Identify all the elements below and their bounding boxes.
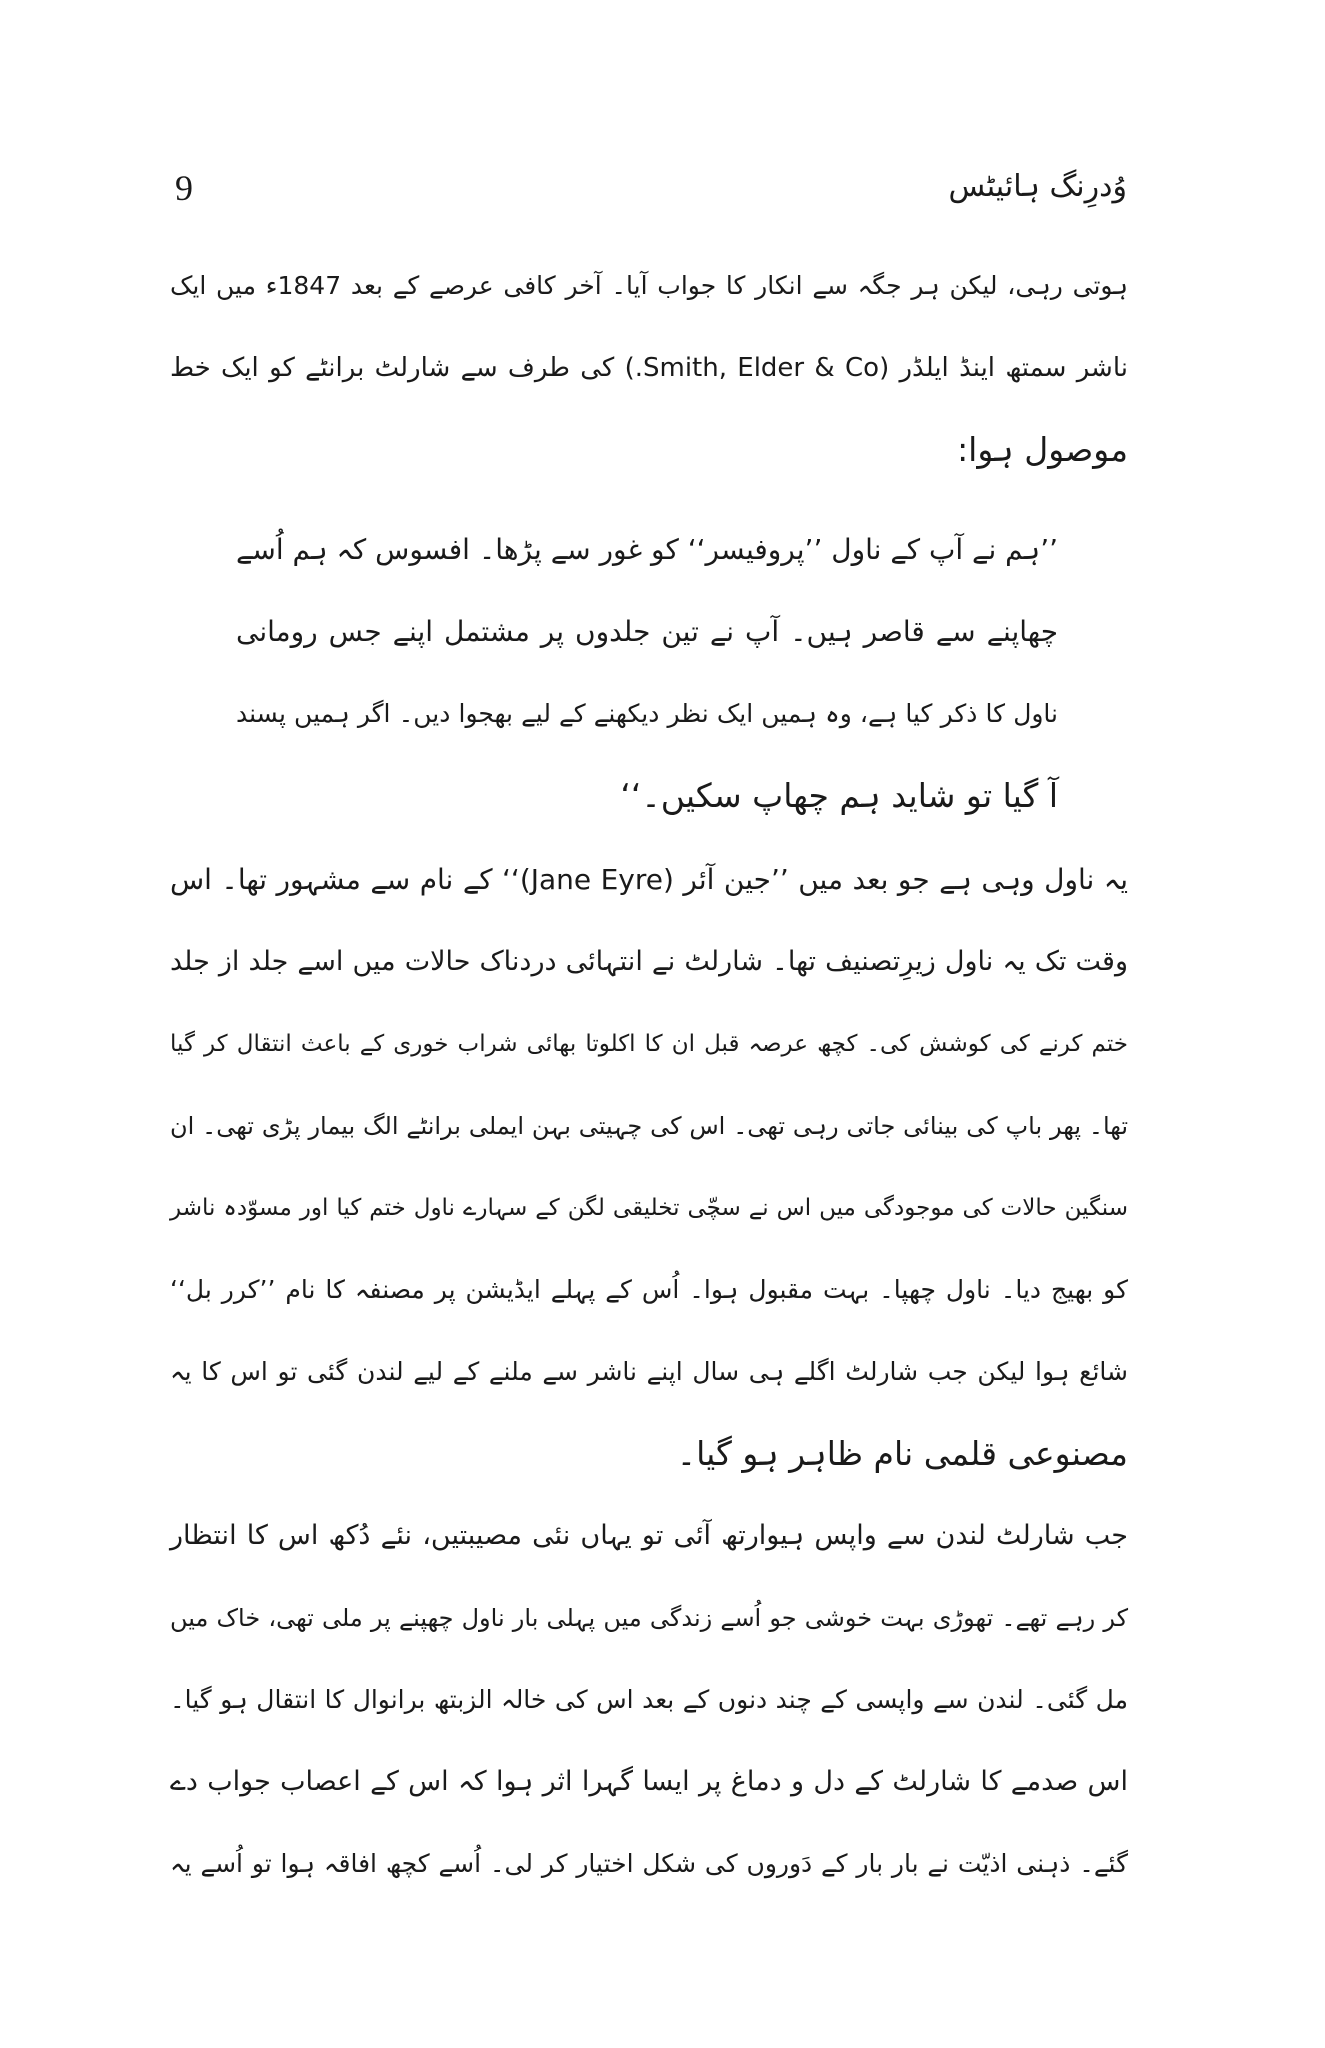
book-title-header: وُدرِنگ ہائیٹس [948, 169, 1127, 204]
text-line: مصنوعی قلمی نام ظاہر ہو گیا۔ [676, 1434, 1128, 1473]
text-line: شائع ہوا لیکن جب شارلٹ اگلے ہی سال اپنے ناشر سے ملنے کے لیے لندن گئی تو اس کا یہ [170, 1357, 1128, 1386]
quote-line: ناول کا ذکر کیا ہے، وہ ہمیں ایک نظر دیکھنے کے لیے بھجوا دیں۔ اگر ہمیں پسند [236, 699, 1058, 728]
text-line: وقت تک یہ ناول زیرِتصنیف تھا۔ شارلٹ نے انتہائی دردناک حالات میں اسے جلد از جلد [170, 946, 1128, 977]
text-line: ناشر سمتھ اینڈ ایلڈر (Smith, Elder & Co.) کی طرف سے شارلٹ برانٹے کو ایک خط [170, 353, 1129, 383]
text-line: یہ ناول وہی ہے جو بعد میں ’’جین آئر (Jane Eyre)‘‘ کے نام سے مشہور تھا۔ اس [170, 863, 1129, 896]
quote-line: آ گیا تو شاید ہم چھاپ سکیں۔‘‘ [620, 776, 1058, 815]
text-line: جب شارلٹ لندن سے واپس ہیوارتھ آئی تو یہاں نئی مصیبتیں، نئے دُکھ اس کا انتظار [170, 1520, 1128, 1551]
text-line: ہوتی رہی، لیکن ہر جگہ سے انکار کا جواب آیا۔ آخر کافی عرصے کے بعد 1847ء میں ایک [170, 271, 1128, 300]
quote-line: ’’ہم نے آپ کے ناول ’’پروفیسر‘‘ کو غور سے پڑھا۔ افسوس کہ ہم اُسے [236, 533, 1058, 566]
text-line: تھا۔ پھر باپ کی بینائی جاتی رہی تھی۔ اس کی چہیتی بہن ایملی برانٹے الگ بیمار پڑی تھی۔ ان [170, 1112, 1128, 1140]
text-line: کو بھیج دیا۔ ناول چھپا۔ بہت مقبول ہوا۔ اُس کے پہلے ایڈیشن پر مصنفہ کا نام ’’کرر بل‘‘ [170, 1275, 1128, 1304]
page-number: 9 [175, 168, 193, 208]
text-line: سنگین حالات کی موجودگی میں اس نے سچّی تخلیقی لگن کے سہارے ناول ختم کیا اور مسوّدہ ناشر [170, 1195, 1128, 1221]
text-line: گئے۔ ذہنی اذیّت نے بار بار کے دَوروں کی شکل اختیار کر لی۔ اُسے کچھ افاقہ ہوا تو اُسے یہ [170, 1849, 1128, 1878]
text-line: مل گئی۔ لندن سے واپسی کے چند دنوں کے بعد اس کی خالہ الزبتھ برانوال کا انتقال ہو گیا۔ [170, 1685, 1128, 1714]
text-line: کر رہے تھے۔ تھوڑی بہت خوشی جو اُسے زندگی میں پہلی بار ناول چھپنے پر ملی تھی، خاک میں [170, 1604, 1128, 1632]
text-line: اس صدمے کا شارلٹ کے دل و دماغ پر ایسا گہرا اثر ہوا کہ اس کے اعصاب جواب دے [170, 1766, 1128, 1797]
quote-line: چھاپنے سے قاصر ہیں۔ آپ نے تین جلدوں پر مشتمل اپنے جس رومانی [236, 615, 1058, 648]
text-line: ختم کرنے کی کوشش کی۔ کچھ عرصہ قبل ان کا اکلوتا بھائی شراب خوری کے باعث انتقال کر گیا [170, 1031, 1128, 1057]
text-line: موصول ہوا: [957, 430, 1128, 469]
